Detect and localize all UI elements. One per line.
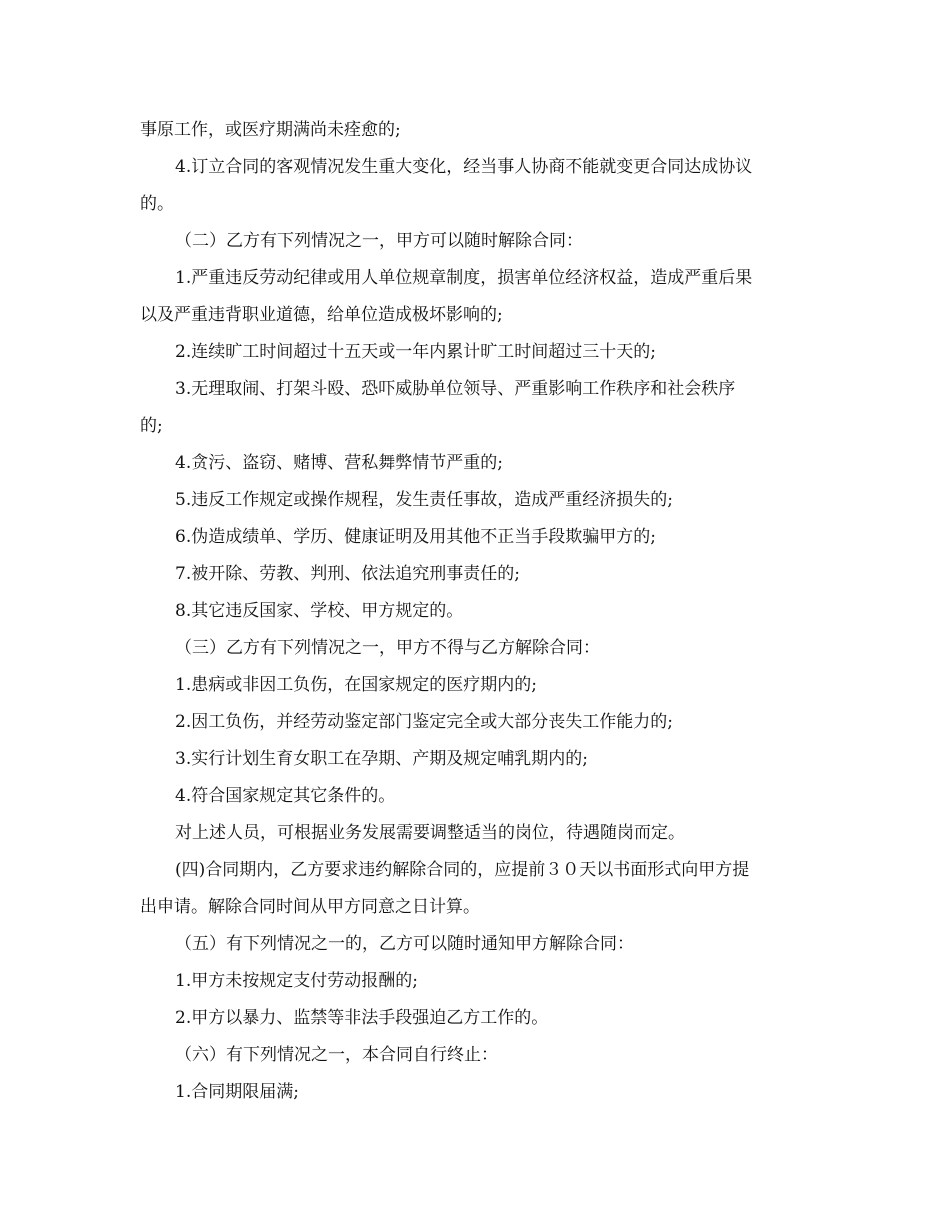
text-line: 4.贪污、盗窃、赌博、营私舞弊情节严重的; [175, 453, 503, 473]
section-heading: （五）有下列情况之一的，乙方可以随时通知甲方解除合同： [175, 934, 634, 954]
text-line: 3.实行计划生育女职工在孕期、产期及规定哺乳期内的; [175, 749, 588, 769]
text-line: 1.患病或非因工负伤，在国家规定的医疗期内的; [175, 675, 537, 695]
text-line: 1.合同期限届满; [175, 1082, 299, 1102]
text-line: 2.甲方以暴力、监禁等非法手段强迫乙方工作的。 [175, 1008, 549, 1028]
section-heading: (四)合同期内，乙方要求违约解除合同的，应提前３０天以书面形式向甲方提 [175, 860, 750, 880]
text-line: 6.伪造成绩单、学历、健康证明及用其他不正当手段欺骗甲方的; [175, 527, 656, 547]
contract-text [0, 112, 950, 1111]
text-line: 4.订立合同的客观情况发生重大变化，经当事人协商不能就变更合同达成协议 [175, 157, 753, 177]
text-line: 事原工作，或医疗期满尚未痊愈的; [140, 120, 401, 140]
text-line: 2.连续旷工时间超过十五天或一年内累计旷工时间超过三十天的; [175, 342, 656, 362]
text-line: 1.甲方未按规定支付劳动报酬的; [175, 971, 418, 991]
text-line: 8.其它违反国家、学校、甲方规定的。 [175, 601, 464, 621]
section-heading: （二）乙方有下列情况之一，甲方可以随时解除合同： [175, 231, 583, 251]
text-line: 1.严重违反劳动纪律或用人单位规章制度，损害单位经济权益，造成严重后果 [175, 268, 753, 288]
text-line: 3.无理取闹、打架斗殴、恐吓威胁单位领导、严重影响工作秩序和社会秩序 [175, 379, 736, 399]
text-line: 7.被开除、劳教、判刑、依法追究刑事责任的; [175, 564, 520, 584]
text-line: 的。 [140, 194, 174, 214]
text-line: 4.符合国家规定其它条件的。 [175, 786, 396, 806]
section-heading: （六）有下列情况之一，本合同自行终止： [175, 1045, 498, 1065]
text-line: 以及严重违背职业道德，给单位造成极坏影响的; [140, 305, 503, 325]
text-line: 对上述人员，可根据业务发展需要调整适当的岗位，待遇随岗而定。 [175, 823, 685, 843]
text-line: 的; [140, 416, 163, 436]
text-line: 出申请。解除合同时间从甲方同意之日计算。 [140, 897, 480, 917]
section-heading: （三）乙方有下列情况之一，甲方不得与乙方解除合同： [175, 638, 600, 658]
text-line: 2.因工负伤，并经劳动鉴定部门鉴定完全或大部分丧失工作能力的; [175, 712, 673, 732]
text-line: 5.违反工作规定或操作规程，发生责任事故，造成严重经济损失的; [175, 490, 673, 510]
